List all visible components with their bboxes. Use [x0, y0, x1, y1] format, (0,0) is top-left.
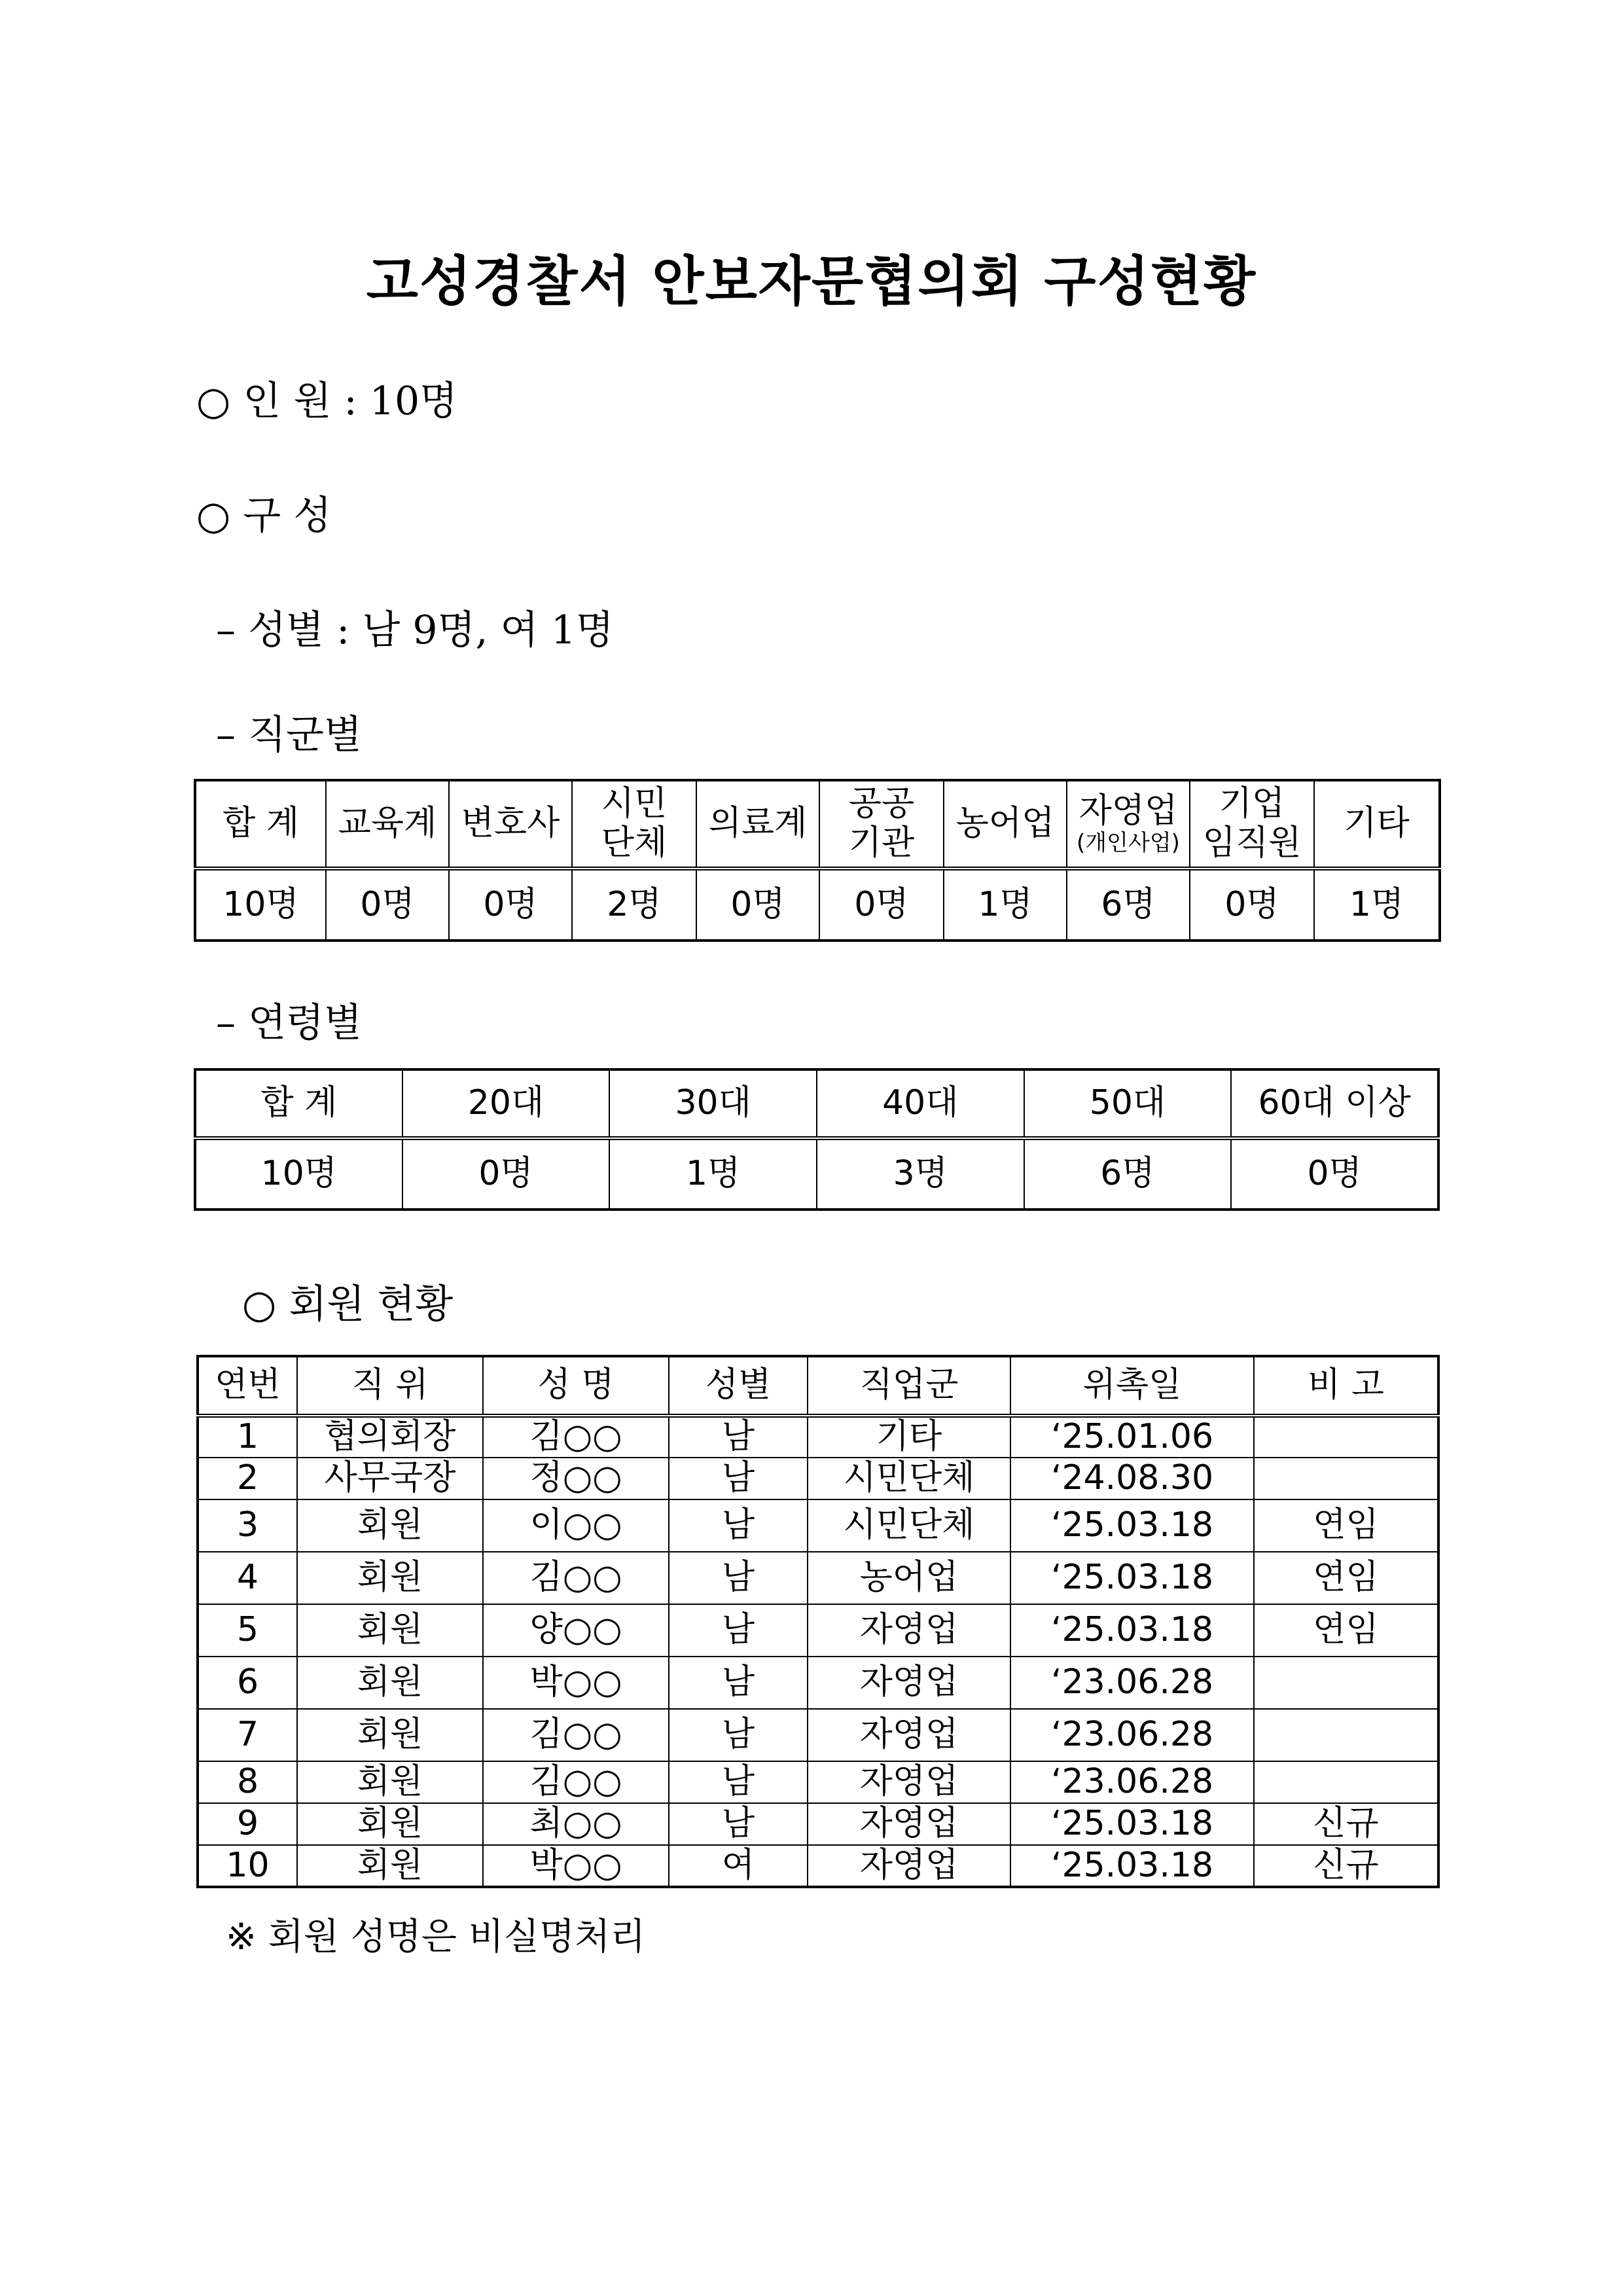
member-cell: ‘25.03.18: [1010, 1552, 1254, 1604]
job-header-row: [195, 780, 1440, 869]
member-cell: ‘23.06.28: [1010, 1709, 1254, 1761]
member-cell: ‘25.03.18: [1010, 1803, 1254, 1845]
member-cell: 10: [198, 1845, 297, 1887]
member-cell: 자영업: [808, 1845, 1010, 1887]
member-header-cell: 위촉일: [1010, 1356, 1254, 1416]
job-header-line2: 단체: [601, 823, 668, 863]
member-cell: 자영업: [808, 1803, 1010, 1845]
age-value-cell: 10명: [195, 1138, 402, 1210]
member-cell: 연임: [1254, 1552, 1438, 1604]
composition-heading: ○ 구 성: [196, 493, 332, 539]
job-header-line1: 변호사: [461, 804, 560, 844]
age-value-row: [195, 1138, 1438, 1210]
age-header-row: [195, 1069, 1438, 1138]
member-cell: [1254, 1709, 1438, 1761]
member-cell: 회원: [297, 1709, 483, 1761]
member-header-cell: 직 위: [297, 1356, 483, 1416]
member-cell: 김○○: [483, 1709, 669, 1761]
member-cell: 신규: [1254, 1803, 1438, 1845]
job-value-cell: 1명: [944, 869, 1067, 941]
job-header-line2: (개인사업): [1077, 830, 1180, 857]
age-header-cell: 30대: [609, 1069, 817, 1138]
member-cell: 회원: [297, 1499, 483, 1552]
job-value-cell: 0명: [1190, 869, 1314, 941]
members-count-line: ○ 인 원 : 10명: [196, 378, 458, 424]
member-cell: 김○○: [483, 1761, 669, 1803]
member-row: [198, 1499, 1438, 1552]
job-value-cell: 6명: [1067, 869, 1190, 941]
job-header-cell: [944, 780, 1067, 869]
member-cell: 최○○: [483, 1803, 669, 1845]
job-value-cell: 0명: [449, 869, 572, 941]
job-header-line1: 의료계: [708, 804, 808, 844]
job-header-cell: [1190, 780, 1314, 869]
member-cell: 남: [669, 1499, 808, 1552]
member-cell: 김○○: [483, 1552, 669, 1604]
member-cell: 남: [669, 1458, 808, 1499]
member-cell: 자영업: [808, 1709, 1010, 1761]
member-cell: 남: [669, 1803, 808, 1845]
member-cell: 자영업: [808, 1604, 1010, 1657]
member-cell: 시민단체: [808, 1458, 1010, 1499]
job-value-cell: 0명: [696, 869, 819, 941]
age-header-cell: 40대: [817, 1069, 1024, 1138]
member-cell: 이○○: [483, 1499, 669, 1552]
member-table: [196, 1355, 1440, 1888]
member-row: [198, 1761, 1438, 1803]
member-cell: 남: [669, 1657, 808, 1709]
member-cell: ‘25.03.18: [1010, 1845, 1254, 1887]
job-value-cell: 1명: [1314, 869, 1440, 941]
member-header-cell: 직업군: [808, 1356, 1010, 1416]
job-header-line2: 임직원: [1202, 823, 1302, 863]
member-cell: 남: [669, 1416, 808, 1458]
age-value-cell: 6명: [1024, 1138, 1232, 1210]
document-title: 고성경찰서 안보자문협의회 구성현황: [366, 251, 1257, 313]
member-header-cell: 성별: [669, 1356, 808, 1416]
member-cell: 연임: [1254, 1499, 1438, 1552]
job-value-cell: 0명: [326, 869, 449, 941]
job-header-cell: [1067, 780, 1190, 869]
member-cell: 자영업: [808, 1657, 1010, 1709]
member-cell: ‘25.03.18: [1010, 1499, 1254, 1552]
job-header-cell: [326, 780, 449, 869]
by-age-heading: – 연령별: [216, 1000, 362, 1046]
member-cell: [1254, 1761, 1438, 1803]
member-cell: 박○○: [483, 1845, 669, 1887]
age-value-cell: 0명: [1231, 1138, 1438, 1210]
member-cell: 남: [669, 1761, 808, 1803]
member-row: [198, 1803, 1438, 1845]
member-row: [198, 1845, 1438, 1887]
member-cell: 3: [198, 1499, 297, 1552]
age-header-cell: 20대: [402, 1069, 610, 1138]
job-value-cell: 2명: [572, 869, 696, 941]
member-header-row: [198, 1356, 1438, 1416]
age-group-table: [194, 1068, 1440, 1211]
member-row: [198, 1552, 1438, 1604]
member-cell: 신규: [1254, 1845, 1438, 1887]
job-header-line1: 합 계: [223, 804, 299, 844]
member-row: [198, 1604, 1438, 1657]
member-cell: 8: [198, 1761, 297, 1803]
job-header-cell: [819, 780, 944, 869]
job-header-cell: [572, 780, 696, 869]
age-value-cell: 0명: [402, 1138, 610, 1210]
job-header-line1: 기타: [1344, 804, 1410, 844]
job-header-line1: 자영업: [1079, 791, 1178, 831]
member-header-cell: 성 명: [483, 1356, 669, 1416]
member-row: [198, 1657, 1438, 1709]
member-cell: 남: [669, 1604, 808, 1657]
member-cell: 연임: [1254, 1604, 1438, 1657]
member-row: [198, 1458, 1438, 1499]
member-status-heading: ○ 회원 현황: [242, 1282, 454, 1327]
job-header-line1: 시민: [601, 784, 668, 824]
member-cell: 4: [198, 1552, 297, 1604]
member-cell: 9: [198, 1803, 297, 1845]
member-cell: [1254, 1657, 1438, 1709]
member-cell: 1: [198, 1416, 297, 1458]
member-header-cell: 연번: [198, 1356, 297, 1416]
member-cell: ‘25.03.18: [1010, 1604, 1254, 1657]
age-header-cell: 합 계: [195, 1069, 402, 1138]
member-cell: 자영업: [808, 1761, 1010, 1803]
member-cell: ‘23.06.28: [1010, 1761, 1254, 1803]
member-cell: 기타: [808, 1416, 1010, 1458]
age-header-cell: 60대 이상: [1231, 1069, 1438, 1138]
member-cell: 협의회장: [297, 1416, 483, 1458]
member-cell: 5: [198, 1604, 297, 1657]
job-value-cell: 0명: [819, 869, 944, 941]
member-cell: 농어업: [808, 1552, 1010, 1604]
member-cell: 회원: [297, 1761, 483, 1803]
member-cell: ‘24.08.30: [1010, 1458, 1254, 1499]
member-cell: 회원: [297, 1552, 483, 1604]
job-header-line1: 공공: [848, 784, 915, 824]
member-cell: 7: [198, 1709, 297, 1761]
member-cell: 6: [198, 1657, 297, 1709]
member-cell: 회원: [297, 1604, 483, 1657]
member-cell: 정○○: [483, 1458, 669, 1499]
member-cell: 여: [669, 1845, 808, 1887]
job-header-cell: [195, 780, 326, 869]
member-row: [198, 1709, 1438, 1761]
member-cell: 2: [198, 1458, 297, 1499]
age-value-cell: 1명: [609, 1138, 817, 1210]
job-category-table: [194, 779, 1441, 942]
job-header-cell: [1314, 780, 1440, 869]
member-row: [198, 1416, 1438, 1458]
job-header-cell: [696, 780, 819, 869]
member-cell: 회원: [297, 1845, 483, 1887]
anonymization-note: ※ 회원 성명은 비실명처리: [226, 1916, 646, 1958]
job-header-line2: 기관: [848, 823, 915, 863]
member-cell: [1254, 1458, 1438, 1499]
member-cell: 김○○: [483, 1416, 669, 1458]
member-header-cell: 비 고: [1254, 1356, 1438, 1416]
job-header-line1: 교육계: [338, 804, 437, 844]
member-cell: 사무국장: [297, 1458, 483, 1499]
member-cell: 회원: [297, 1657, 483, 1709]
age-header-cell: 50대: [1024, 1069, 1232, 1138]
age-value-cell: 3명: [817, 1138, 1024, 1210]
member-cell: 양○○: [483, 1604, 669, 1657]
member-cell: 회원: [297, 1803, 483, 1845]
gender-line: – 성별 : 남 9명, 여 1명: [216, 607, 614, 653]
member-cell: 시민단체: [808, 1499, 1010, 1552]
member-cell: 남: [669, 1552, 808, 1604]
member-cell: 남: [669, 1709, 808, 1761]
job-value-row: [195, 869, 1440, 941]
job-value-cell: 10명: [195, 869, 326, 941]
job-header-cell: [449, 780, 572, 869]
job-header-line1: 기업: [1219, 784, 1285, 824]
member-cell: 박○○: [483, 1657, 669, 1709]
by-job-heading: – 직군별: [216, 712, 362, 758]
member-cell: ‘25.01.06: [1010, 1416, 1254, 1458]
job-header-line1: 농어업: [955, 804, 1055, 844]
member-cell: ‘23.06.28: [1010, 1657, 1254, 1709]
member-cell: [1254, 1416, 1438, 1458]
